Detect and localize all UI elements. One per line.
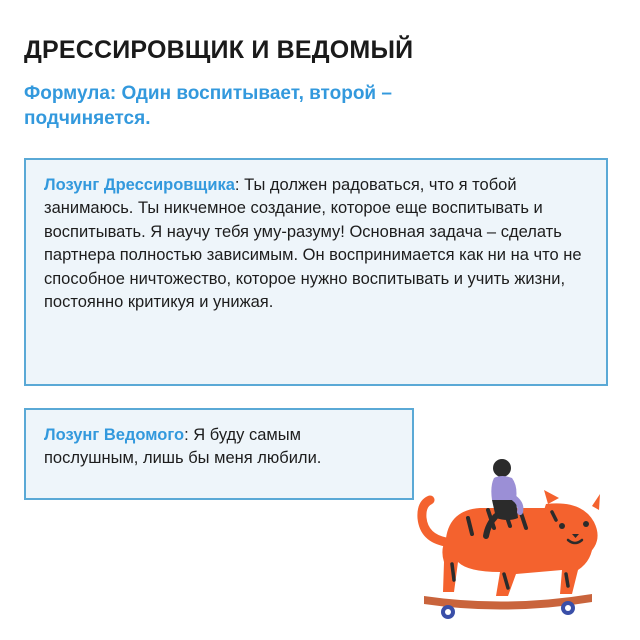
card-follower-slogan xyxy=(24,408,414,500)
tiger-skateboard-icon xyxy=(396,446,616,626)
card-follower-label: Лозунг Ведомого xyxy=(44,426,185,445)
formula-line: Формула: Один воспитывает, второй – подчиняется. xyxy=(24,82,392,130)
illustration xyxy=(396,446,616,626)
card-trainer-slogan xyxy=(24,158,608,386)
card-follower-separator: : xyxy=(184,426,194,445)
page-title: ДРЕССИРОВЩИК И ВЕДОМЫЙ xyxy=(24,36,414,64)
card-trainer-label: Лозунг Дрессировщика xyxy=(44,176,235,195)
card-trainer-separator: : xyxy=(234,176,245,195)
card-follower-text: Я буду самым послушным, лишь бы меня любили. xyxy=(44,426,322,468)
card-trainer-text: Ты должен радоваться, что я тобой занимаюсь. Ты никчемное создание, которое еще воспитывать и воспитывать. Я научу тебя уму-разуму! Основная задача – сделать партнера полностью зависимым. Он воспринимается как ни на что не способное ничтожество, которое нужно воспитывать и учить жизни, постоянно критикуя и унижая. xyxy=(44,176,582,312)
